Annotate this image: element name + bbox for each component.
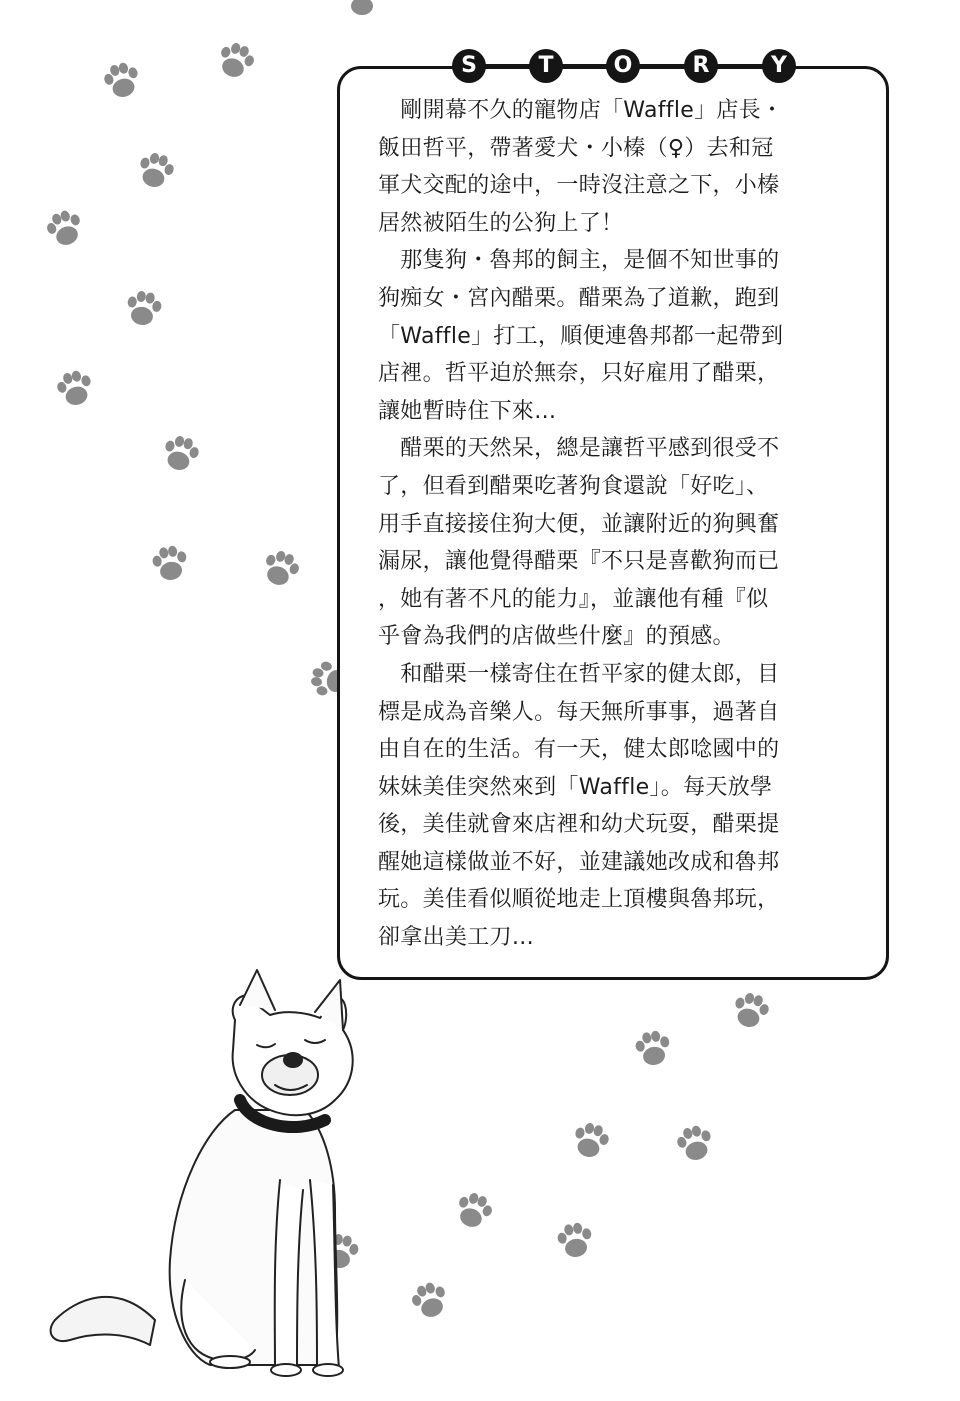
story-title: [452, 49, 796, 83]
story-line: 讓她暫時住下來…: [378, 398, 557, 424]
paw-icon: [634, 1029, 673, 1068]
paw-icon: [135, 150, 177, 191]
story-line: 居然被陌生的公狗上了！: [378, 210, 624, 236]
title-letter: T: [529, 49, 563, 83]
dog-illustration: [35, 960, 365, 1390]
paw-icon: [259, 547, 302, 590]
story-line: 剛開幕不久的寵物店「Waffle」店長・: [378, 98, 784, 123]
paw-icon: [674, 1123, 716, 1164]
paw-icon: [43, 207, 86, 250]
paw-icon: [570, 1120, 612, 1161]
story-line: 由自在的生活。有一天，健太郎唸國中的: [378, 737, 780, 763]
title-letter: O: [606, 49, 640, 83]
story-line: 「Waffle」打工，順便連魯邦都一起帶到: [378, 323, 784, 349]
paw-icon: [214, 39, 257, 82]
story-line: 飯田哲平，帶著愛犬・小榛（♀）去和冠: [378, 135, 774, 161]
story-line: 那隻狗・魯邦的飼主，是個不知世事的: [378, 248, 780, 274]
story-line: 乎會為我們的店做些什麼』的預感。: [378, 624, 735, 650]
story-line: 軍犬交配的途中，一時沒注意之下，小榛: [378, 173, 780, 199]
paw-icon: [160, 433, 202, 474]
story-line: 醋栗的天然呆，總是讓哲平感到很受不: [378, 436, 780, 462]
story-line: ，她有著不凡的能力』，並讓他有種『似: [378, 586, 769, 612]
story-line: 漏尿，讓他覺得醋栗『不只是喜歡狗而已: [378, 549, 780, 575]
story-line: 狗痴女・宮內醋栗。醋栗為了道歉，跑到: [378, 285, 780, 311]
paw-icon: [346, 0, 380, 15]
story-line: 卻拿出美工刀…: [378, 925, 535, 951]
story-line: 標是成為音樂人。每天無所事事，過著自: [378, 699, 780, 725]
paw-icon: [556, 1221, 595, 1260]
story-line: 和醋栗一樣寄住在哲平家的健太郎，目: [378, 661, 780, 687]
story-line: 了，但看到醋栗吃著狗食還說「好吃」、: [378, 473, 769, 499]
paw-icon: [101, 60, 143, 101]
paw-icon: [730, 990, 772, 1031]
paw-icon: [452, 1189, 495, 1232]
story-line: 醒她這樣做並不好，並建議她改成和魯邦: [378, 849, 780, 875]
title-letter: R: [684, 49, 718, 83]
title-letter: S: [452, 49, 486, 83]
paw-icon: [54, 368, 96, 409]
story-text: [378, 92, 866, 957]
story-line: 後，美佳就會來店裡和幼犬玩耍，醋栗提: [378, 812, 780, 838]
paw-icon: [151, 544, 190, 583]
story-line: 用手直接接住狗大便，並讓附近的狗興奮: [378, 511, 780, 537]
paw-icon: [408, 1279, 451, 1322]
story-line: 玩。美佳看似順從地走上頂樓與魯邦玩，: [378, 887, 780, 913]
paw-icon: [124, 289, 163, 328]
story-line: 店裡。哲平迫於無奈，只好雇用了醋栗，: [378, 361, 780, 387]
story-line: 妹妹美佳突然來到「Waffle」。每天放學: [378, 774, 773, 800]
title-letter: Y: [762, 49, 796, 83]
